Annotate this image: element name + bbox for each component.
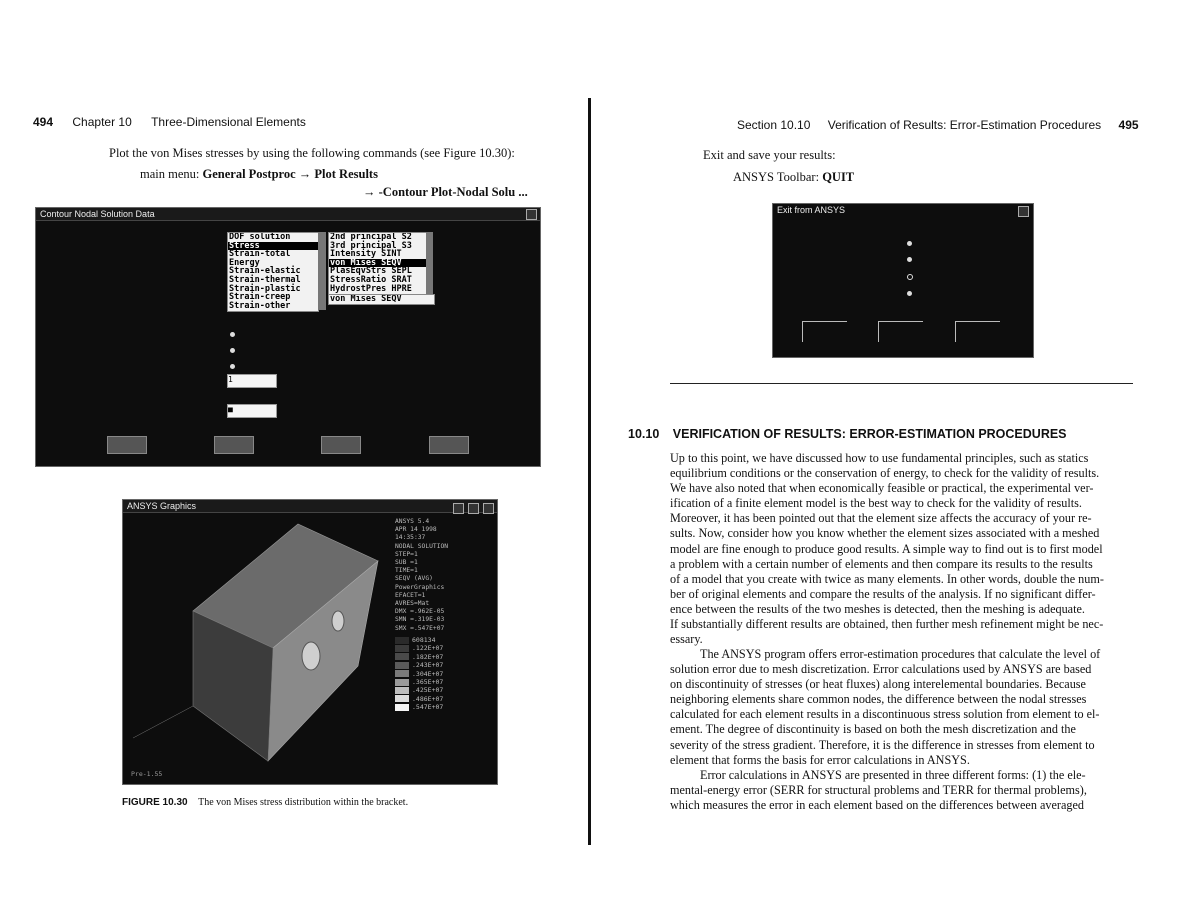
list-item[interactable]: Strain-creep (229, 292, 291, 303)
left-running-header (33, 115, 306, 129)
minimize-icon[interactable] (453, 503, 464, 514)
radio-save-everything[interactable] (907, 274, 913, 280)
radio-quit-no-save[interactable] (907, 291, 912, 296)
list-item[interactable]: StressRatio SRAT (330, 274, 412, 285)
bolt-hole (332, 611, 344, 631)
section-rule (670, 383, 1133, 384)
item-component-list[interactable] (328, 232, 428, 296)
quit-command: QUIT (822, 170, 855, 184)
contour-legend (395, 636, 443, 712)
bolt-hole (302, 642, 320, 670)
bracket-model (133, 516, 383, 766)
radio-save-geom-loads[interactable] (907, 257, 912, 262)
chapter-title: Three-Dimensional Elements (151, 115, 306, 129)
legend-swatch (395, 704, 409, 711)
legend-entry: .425E+07 (395, 686, 443, 694)
section-heading-number: 10.10 (628, 427, 660, 441)
section-heading-title: VERIFICATION OF RESULTS: ERROR-ESTIMATION PROCEDURES (672, 427, 1067, 441)
section-title: Verification of Results: Error-Estimation Procedures (827, 118, 1102, 132)
list-item[interactable]: Strain-elastic (229, 266, 301, 277)
legend-entry: .182E+07 (395, 653, 443, 661)
legend-entry: .304E+07 (395, 670, 443, 678)
graphics-footer: Pre-1.55 (131, 770, 163, 778)
contour-nodal-dialog (35, 207, 541, 467)
legend-entry: .122E+07 (395, 644, 443, 652)
list-item[interactable]: Strain-total (229, 249, 291, 260)
chapter-label: Chapter 10 (72, 115, 132, 129)
list-item[interactable]: Energy (229, 257, 260, 268)
apply-button[interactable] (214, 436, 254, 454)
body-paragraph-2: The ANSYS program offers error-estimation procedures that calculate the level of solution error due to mesh discretization. Error calculations used by ANSYS are based on discontinuity of stresses (or heat fluxes) along interelemental boundaries. Because neighboring elements share common nodes, the difference between the nodal stresses calculated for each element results in a discontinuous stress solution from element to el- ement. The degree of discontinuity is based on both the mesh discretization and the severity of the stress gradient. Therefore, it is the difference in stresses from element to element that forms the basis for error calculations in ANSYS. (670, 647, 1101, 767)
toolbar-instruction (733, 170, 854, 185)
selected-value-field[interactable]: von Mises SEQV (328, 294, 435, 305)
legend-swatch (395, 695, 409, 702)
close-icon[interactable] (526, 209, 537, 220)
exit-titlebar (773, 204, 1033, 216)
toolbar-label: ANSYS Toolbar: (733, 170, 820, 184)
legend-entry: .243E+07 (395, 661, 443, 669)
page-spine (588, 98, 591, 845)
menu-path-line1 (140, 167, 378, 182)
legend-swatch (395, 653, 409, 660)
item-category-list[interactable] (227, 232, 319, 312)
arrow-icon: → (298, 167, 312, 181)
figure-caption-text: The von Mises stress distribution within the bracket. (198, 797, 409, 808)
radio-option[interactable] (230, 364, 235, 369)
list-item[interactable]: DOF solution (229, 232, 291, 242)
legend-entry: .547E+07 (395, 703, 443, 711)
radio-option[interactable] (230, 348, 235, 353)
help-button[interactable] (955, 321, 1000, 342)
help-button[interactable] (429, 436, 469, 454)
graphics-title: ANSYS Graphics (127, 501, 197, 511)
ok-button[interactable] (107, 436, 147, 454)
scale-factor-input[interactable]: 1 (227, 374, 277, 388)
legend-swatch (395, 670, 409, 677)
list-item[interactable]: PlasEqvStrs SEPL (330, 266, 412, 277)
section-label: Section 10.10 (737, 118, 811, 132)
body-paragraph-1: Up to this point, we have discussed how to use fundamental principles, such as statics equilibrium conditions or the conservation of energy, to check for the validity of results. We have also noted that when economically feasible or practical, the experimental ver- ification of a finite element model is the best way to check for the validity of results. Moreover, it has been pointed out that the element size affects the accuracy of your re- sults. Now, consider how you know whether the element sizes associated with a meshed model are fine enough to produce good results. A simple way to find out is to first model a problem with a certain number of elements and then compare its results to the results of a model that you create with twice as many elements. In other words, double the num- ber of original elements and compare the results of the analysis. If no significant differ- ence between the results of the two meshes is detected, then the meshing is adequate. If substantially different results are obtained, then further mesh refinement might be nec- essary. (670, 451, 1104, 647)
legend-swatch (395, 687, 409, 694)
dialog-titlebar (36, 208, 540, 221)
radio-save-geometry[interactable] (907, 241, 912, 246)
list-scrollbar[interactable] (318, 232, 326, 310)
list-item[interactable]: Strain-thermal (229, 274, 301, 285)
legend-entry: 608134 (395, 636, 443, 644)
close-icon[interactable] (483, 503, 494, 514)
left-page-number: 494 (33, 115, 54, 129)
legend-swatch (395, 662, 409, 669)
body-paragraph-3: Error calculations in ANSYS are presented in three different forms: (1) the ele- mental-energy error (SERR for structural problems and TERR for thermal problems), which measures the error in each element based on the differences between averaged (670, 768, 1087, 813)
section-heading (628, 427, 1067, 441)
maximize-icon[interactable] (468, 503, 479, 514)
legend-swatch (395, 645, 409, 652)
list-item[interactable]: HydrostPres HPRE (330, 283, 412, 294)
graphics-titlebar (123, 500, 497, 513)
list-item-selected[interactable]: von Mises SEQV (329, 259, 427, 268)
right-running-header (737, 118, 1139, 132)
cancel-button[interactable] (878, 321, 923, 342)
window-controls (453, 501, 494, 519)
list-item[interactable]: 3rd principal S3 (330, 240, 412, 251)
dialog-title: Contour Nodal Solution Data (40, 209, 155, 219)
list-item[interactable]: Strain-other (229, 300, 291, 311)
right-page-number: 495 (1118, 118, 1139, 132)
list-item[interactable]: Strain-plastic (229, 283, 301, 294)
list-item[interactable]: 2nd principal S2 (330, 232, 412, 242)
menu-step-general-postproc: General Postproc (202, 167, 296, 181)
exit-ansys-dialog (772, 203, 1034, 358)
legend-entry: .365E+07 (395, 678, 443, 686)
ok-button[interactable] (802, 321, 847, 342)
menu-path-label: main menu: (140, 167, 200, 181)
axis-line (133, 706, 193, 738)
options-input[interactable]: ■ (227, 404, 277, 418)
list-item[interactable]: Intensity SINT (330, 249, 402, 260)
menu-step-plot-results: Plot Results (314, 167, 378, 181)
info-block: ANSYS 5.4 APR 14 1998 14:35:37 NODAL SOLUTION STEP=1 SUB =1 TIME=1 SEQV (AVG) PowerGraphics EFACET=1 AVRES=Mat DMX =.962E-05 SMN =.319E-03 SMX =.547E+07 (395, 518, 449, 632)
cancel-button[interactable] (321, 436, 361, 454)
figure-label: FIGURE 10.30 (122, 797, 188, 808)
legend-entry: .486E+07 (395, 695, 443, 703)
legend-swatch (395, 637, 409, 644)
list-item-selected[interactable]: Stress (228, 242, 318, 251)
radio-option[interactable] (230, 332, 235, 337)
legend-swatch (395, 679, 409, 686)
exit-title: Exit from ANSYS (777, 205, 846, 215)
close-icon[interactable] (1018, 206, 1029, 217)
list-scrollbar[interactable] (426, 232, 433, 294)
ansys-graphics-window (122, 499, 498, 785)
figure-caption (122, 797, 408, 808)
menu-step-contour-plot: → -Contour Plot-Nodal Solu ... (363, 185, 528, 199)
intro-text: Plot the von Mises stresses by using the following commands (see Figure 10.30): (109, 146, 515, 160)
exit-instruction: Exit and save your results: (703, 148, 836, 162)
